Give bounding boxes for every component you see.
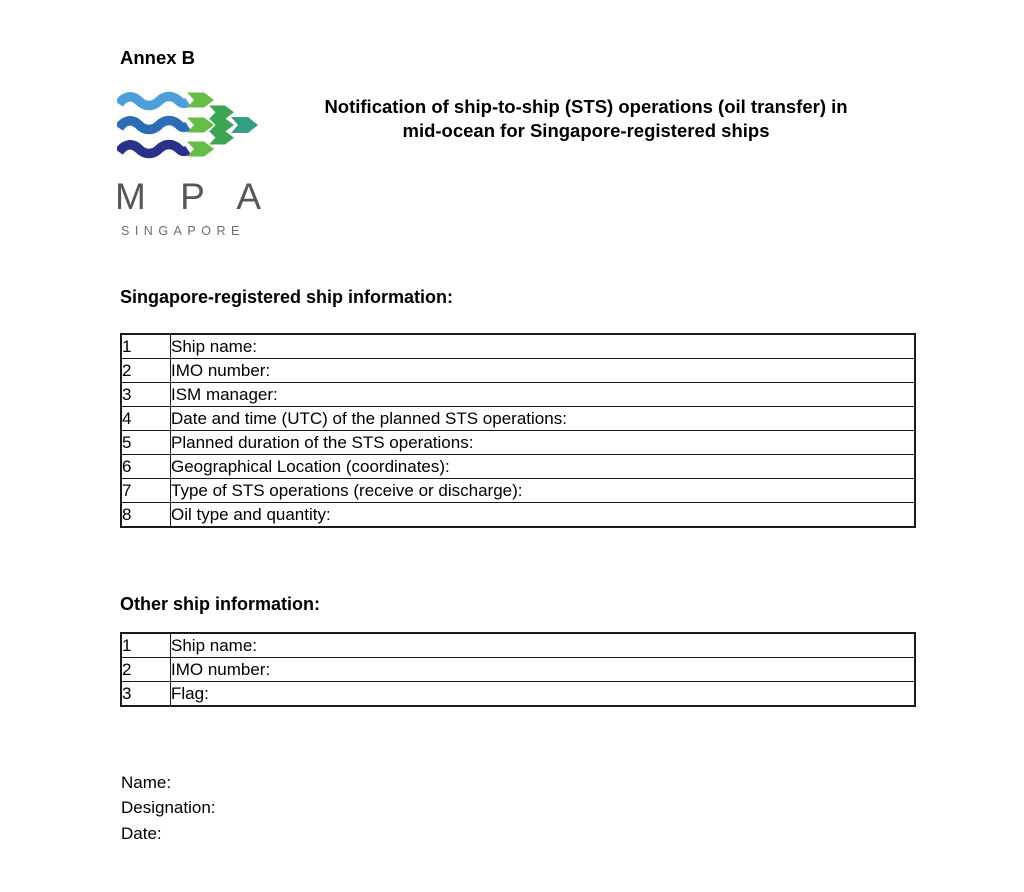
table-row [121,455,915,479]
row-number-cell: 5 [121,431,171,455]
row-label-cell: Type of STS operations (receive or discharge): [171,479,916,503]
row-number-cell: 2 [121,359,171,383]
document-title [256,95,916,143]
arrow-green-1-icon [209,106,234,120]
arrow-green-3-icon [209,131,234,145]
document-title-line-1: Notification of ship-to-ship (STS) operations (oil transfer) in [324,96,848,117]
arrow-teal-icon [231,117,258,133]
signature-name-label: Name: [121,773,172,792]
row-label-cell: ISM manager: [171,383,916,407]
row-number-cell: 1 [121,334,171,359]
row-label-cell: Oil type and quantity: [171,503,916,528]
other-ship-info-table [120,632,916,707]
signature-block [121,770,216,846]
row-number-cell: 3 [121,682,171,707]
wave-top-icon [119,97,188,106]
row-label-cell: IMO number: [171,658,916,682]
table-row [121,383,915,407]
row-label-cell: Ship name: [171,633,916,658]
logo-waves [119,97,188,154]
row-number-cell: 6 [121,455,171,479]
row-label-cell: Planned duration of the STS operations: [171,431,916,455]
mpa-logo-subtitle: SINGAPORE [121,224,245,238]
wave-middle-icon [119,121,188,130]
section-heading-other-ship: Other ship information: [120,594,320,614]
table-row [121,334,915,359]
table-row [121,359,915,383]
row-number-cell: 4 [121,407,171,431]
logo-arrows [187,93,258,157]
row-label-cell: Date and time (UTC) of the planned STS operations: [171,407,916,431]
mpa-logo-icon [117,88,259,160]
row-label-cell: Flag: [171,682,916,707]
table-row [121,407,915,431]
wave-bottom-icon [119,145,188,154]
mpa-logo-acronym: M P A [115,176,274,217]
signature-date-label: Date: [121,823,162,843]
arrow-light-green-2-icon [187,118,214,133]
row-number-cell: 8 [121,503,171,528]
row-label-cell: Geographical Location (coordinates): [171,455,916,479]
table-row [121,633,915,658]
table-row [121,431,915,455]
section-heading-singapore-ship: Singapore-registered ship information: [120,287,454,307]
row-number-cell: 3 [121,383,171,407]
row-label-cell: IMO number: [171,359,916,383]
table-row [121,682,915,707]
annex-label: Annex B [120,47,196,68]
table-row [121,658,915,682]
table-row [121,503,915,528]
row-number-cell: 7 [121,479,171,503]
row-number-cell: 2 [121,658,171,682]
signature-designation-label: Designation: [121,798,216,818]
singapore-ship-info-table [120,333,916,528]
arrow-light-green-1-icon [187,93,214,108]
row-label-cell: Ship name: [171,334,916,359]
document-title-line-2: mid-ocean for Singapore-registered ships [402,120,770,141]
row-number-cell: 1 [121,633,171,658]
table-row [121,479,915,503]
